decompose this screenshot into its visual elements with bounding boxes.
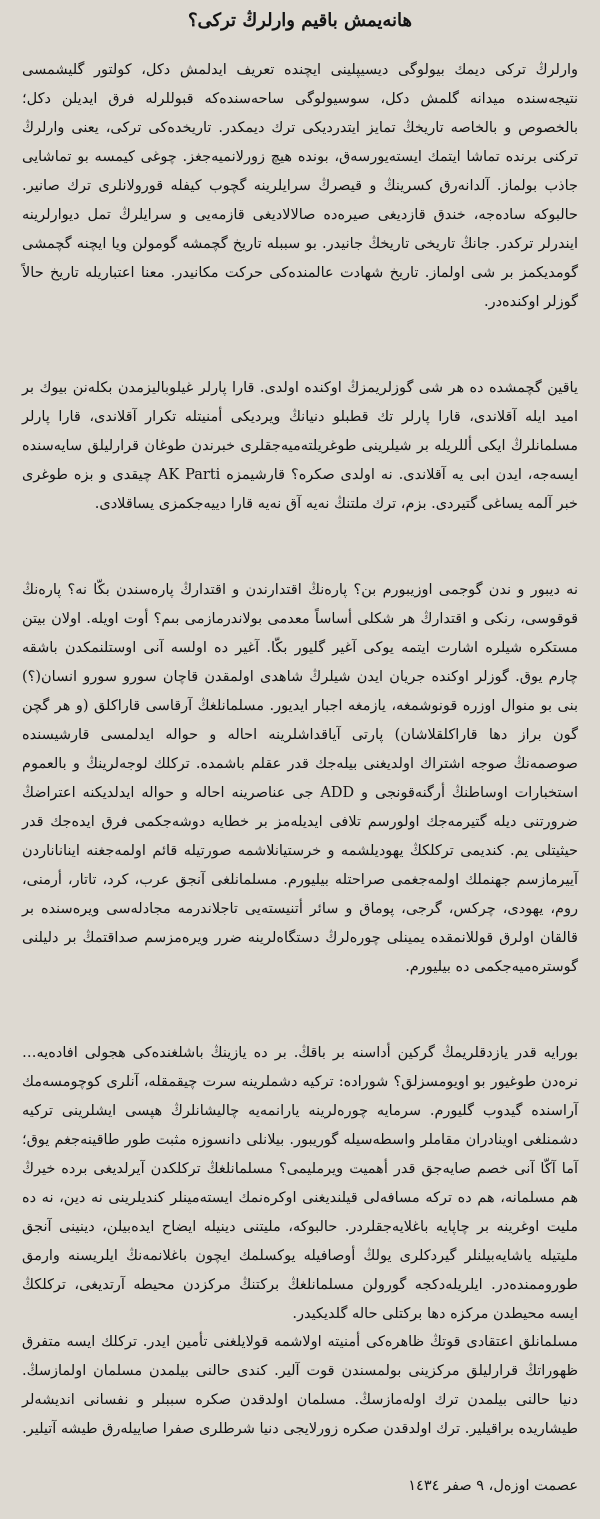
article-paragraph-1	[22, 56, 578, 346]
article-title: هانه‌یمش باقیم وارلرڭ ترکی؟	[187, 10, 412, 31]
article-paragraph-4	[22, 1039, 578, 1322]
paragraph-text: نه دیبور و ندن گوجمی اوزیبورم بن؟ پاره‌نڭ اقتدارندن و اقتدارڭ پاره‌سندن بکّا نه؟ پاره‌نڭ قوقوسی، رنکی و اقتدارڭ هر شکلی أساساً معدمی بولاندرمازمی بىم؟ أوت اویله. اولان بیتن مستکره شیلره اشارت ایتمه یوکی آغیر گلیور بکّا. آغیر ده اولسه آنی اوستلنمکدن باشقه چارم یوق. گوزلر اوکنده جریان ایدن شیلرڭ شاهدی اولمقدن قاچان سورو سورو انسان(؟) بنی بو منوال اوزره قونوشمغه، یازمغه اجبار ایدیور. مسلمانلغڭ آرقاسی قاراکلق (و هر گچن گون براز دها قاراکلقلاشان) پارتی آیاقداشلرینه احاله و حواله ایدلمسی قارشیسنده صوصمه‌نڭ صوجه اشتراك اولدیغنی بیله‌جك قدر عقلم باشمده. ترکلك لوجه‌لرینڭ و بالعموم استخبارات اوساطنڭ أرگنه‌قونجی و ADD جی عناصرینه احاله و حواله ایدلدیکنه اعتراضڭ ضرورتنی دیله گتیرمه‌جك اولورسم تلافی ایدیله‌مز بر خطایه دوشه‌جکمی فرق ایده‌جك قدر حیثیتلی یم. کندیمی ترکلکڭ یهودیلشمه و خرستیانلاشمه صورتیله قائم اولمه‌جغنه ایناناناردن آییرمازسم جهنملك اولمه‌جغمی صراحتله بیلیورم. مسلمانلغی آنجق عرب، کرد، تاتار، أرمنی، روم، یهودی، چرکس، گرجی، پوماق و سائر أتنیسته‌یی تاجلاندرمه مجادله‌سی ویره‌سنده بر قالقان اولرق قوللانمقده یمینلی چوره‌لرڭ دستگاه‌لرینه ضرر ویره‌مزسم صداقتمڭ بر دلیلنی گوستره‌میه‌جکمی ده بیلیورم.	[22, 582, 578, 975]
article-paragraph-5	[22, 1328, 578, 1444]
paragraph-text: بورایه قدر یازدقلریمڭ گرکین أداسنه بر باقڭ. بر ده یازینڭ باشلغنده‌کی هجولی افاده‌یه… نره‌دن طوغیور بو اویومسزلق؟ شوراده: ترکیه دشملرینه سرت چیقمقله، آنلری کوچومسه‌مك آراسنده گیدوب گلیورم. سرمایه چوره‌لرینه یارانمه‌یه چالیشانلرڭ هپسی ایشلرینی ترکیه دشمنلغی اوینادران مقاملر واسطه‌سیله گوریبور. بیلانلی دانسوزه مثبت طور طاقینه‌جغم یوق؛ آما آکّا آنی خصم صایه‌جق قدر أهمیت ویرملیمی؟ مسلمانلغڭ ترکلکدن آیرلدیغی برده خیرڭ هم مسلمانه، هم ده ترکه مسافه‌لی قیلندیغنی اوکره‌نمك ایسته‌مینلر کندیلرینی نه دین، نه ده ملیت اوغرینه بر چاپایه باغلایه‌جقلردر. حالبوکه، ملیتنی دینیله ایضاح ایده‌بیلن، دینینی آنجق ملیتیله یاشایه‌بیلنلر گیردکلری یولڭ أوصافیله یوکسلمك ایچون باغلانمه‌نڭ ایلریسنه وارمق طوروممنده‌در. ایلریله‌دکجه گورولن مسلمانلغڭ برکتنڭ مرکزدن محیطه آرتدیغی، ترکلكڭ ایسه محیطدن مرکزه دها برکتلی حاله گلدیکیدر.	[22, 1045, 578, 1322]
article-paragraph-2	[22, 374, 578, 548]
paragraph-text: وارلرڭ ترکی دیمك بیولوگی دیسیپلینی ایچنده تعریف ایدلمش دکل، کولتور گلیشمسی نتیجه‌سنده میدانه گلمش دکل، سوسیولوگی ساحه‌سنده‌که قبوللرله فرق ایدیلن دکل؛ بالخصوص و بالخاصه تاریخڭ تمایز ایتدردیکی ترك دیمکدر. تاریخده‌کی ترکی، یعنی وارلرڭ ترکنی برنده تماشا ایتمك ایسته‌یورسه‌ق، بونده هیچ زورلانمیه‌جغز. چوغی کیمسه بو تماشایی جاذب بولماز. آلدانه‌رق کسرینڭ و قیصرڭ سرایلرینه گچوب کیفله قورولانلری ترك صانیر. حالبوکه ساده‌جه، خندق قازدیغی صیره‌ده صالالادیغی قازمه‌یی و سرایلرڭ تمل دیوارلرینه ایندرلر ترکدر. جانڭ تاریخی تاریخڭ جانیدر. بو سببله تاریخ گچمشه گومولن ویا ایچنه گچمشی گومدیکمز بر شی اولماز. تاریخ شهادت عالمنده‌کی حرکت مکانیدر. معنا اعتباریله تاریخ حالاً گوزلر اوکنده‌در.	[22, 62, 578, 310]
author-signature: عصمت اوزەل، ۹ صفر ١٤٣٤	[408, 1478, 578, 1494]
paragraph-text: یاقین گچمشده ده هر شی گوزلریمزڭ اوکنده اولدی. قارا پارلر غیلوبالیزمدن بکله‌نن بیوك بر امید ایله آقلاندی، قارا پارلر تك قطبلو دنیانڭ ویردیکی أمنیتله تکرار آقلاندی، قارا پارلر مسلمانلرڭ ایکی أللریله بر شیلرینی طوغریلته‌میه‌جقلری خبرندن طوغان قرارلیلق سایه‌سنده ایسه‌جه، ایدن ابی یه آقلاندی. نه اولدی صکره؟ قارشیمزه AK Parti چیقدی و بزه طوغری خبر آلمه یساغی گتیردی. بزم، ترك ملتنڭ نه‌یه آق نه‌یه قارا دییه‌جکمزی یساقلادی.	[22, 380, 578, 512]
article-paragraph-3	[22, 576, 578, 1011]
paragraph-text: مسلمانلق اعتقادی قوتڭ ظاهره‌کی أمنیته اولاشمه قولایلغنی تأمین ایدر. ترکلك ایسه متفرق ظهوراتڭ قرارلیلق مرکزینی بولمسندن قوت آلیر. کندی حالنی بیلمدن مسلمان اولمازسڭ. دنیا حالنی بیلمدن ترك اوله‌مازسڭ. مسلمان اولدقدن صکره سببلر و نفسانی اندیشه‌لر طیشاریده براقیلیر. ترك اولدقدن صکره زورلایجی دنیا شرطلری صفرا صاییله‌رق طیشه آتیلیر.	[22, 1334, 578, 1437]
